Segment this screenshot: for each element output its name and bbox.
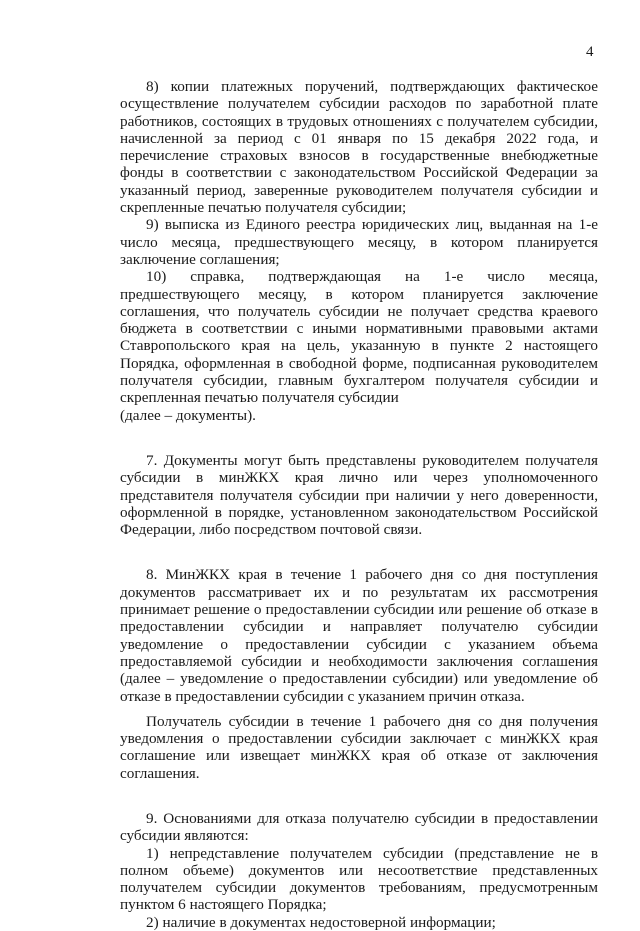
paragraph-clause-7: 7. Документы могут быть представлены руководителем получателя субсидии в минЖКХ края лично или через уполномоченного представителя получателя субсидии при наличии у него доверенности, оформленной в порядке, установленном законодательством Российской Федерации, либо посредством почтовой связи. [120, 451, 598, 539]
paragraph-clause-8: 8. МинЖКХ края в течение 1 рабочего дня со дня поступления документов рассматривает их и по результатам их рассмотрения принимает решение о предоставлении субсидии или решение об отказе в предоставлении субсидии и направляет получателю субсидии уведомление о предоставлении субсидии с указанием объема предоставляемой субсидии и необходимости заключения соглашения (далее – уведомление о предоставлении субсидии) или уведомление об отказе в предоставлении субсидии с указанием причин отказа. [120, 566, 598, 705]
paragraph-documents-definition: (далее – документы). [120, 406, 256, 424]
paragraph-item-10: 10) справка, подтверждающая на 1-е число месяца, предшествующего месяцу, в котором планируется заключение соглашения, что получатель субсидии не получает средства краевого бюджета в соответствии с иными нормативными правовыми актами Ставропольского края на цель, указанную в пункте 2 настоящего Порядка, оформленная в свободной форме, подписанная руководителем получателя субсидии, главным бухгалтером получателя субсидии и скрепленная печатью получателя субсидии [120, 268, 598, 407]
document-body [120, 78, 598, 931]
paragraph-clause-9: 9. Основаниями для отказа получателю субсидии в предоставлении субсидии являются: [120, 809, 598, 845]
spacer [120, 424, 598, 452]
paragraph-clause-9-item-1: 1) непредставление получателем субсидии (представление не в полном объеме) документов или несоответствие представленных получателем субсидии документов требованиям, предусмотренным пунктом 6 настоящего Порядка; [120, 844, 598, 914]
spacer [120, 782, 598, 810]
page-number: 4 [586, 44, 594, 60]
paragraph-item-9: 9) выписка из Единого реестра юридических лиц, выданная на 1-е число месяца, предшествующего месяцу, в котором планируется заключение соглашения; [120, 216, 598, 268]
paragraph-clause-8-recipient: Получатель субсидии в течение 1 рабочего дня со дня получения уведомления о предоставлении субсидии заключает с минЖКХ края соглашение или извещает минЖКХ края об отказе от заключения соглашения. [120, 712, 598, 782]
spacer [120, 538, 598, 566]
paragraph-clause-9-item-2: 2) наличие в документах недостоверной информации; [146, 913, 496, 931]
paragraph-item-8: 8) копии платежных поручений, подтверждающих фактическое осуществление получателем субсидии расходов по заработной плате работников, состоящих в трудовых отношениях с получателем субсидии, начисленной за период с 01 января по 15 декабря 2022 года, и перечисление страховых взносов в государственные внебюджетные фонды в соответствии с законодательством Российской Федерации за указанный период, заверенные руководителем получателя субсидии и скрепленные печатью получателя субсидии; [120, 78, 598, 217]
spacer [120, 705, 598, 713]
